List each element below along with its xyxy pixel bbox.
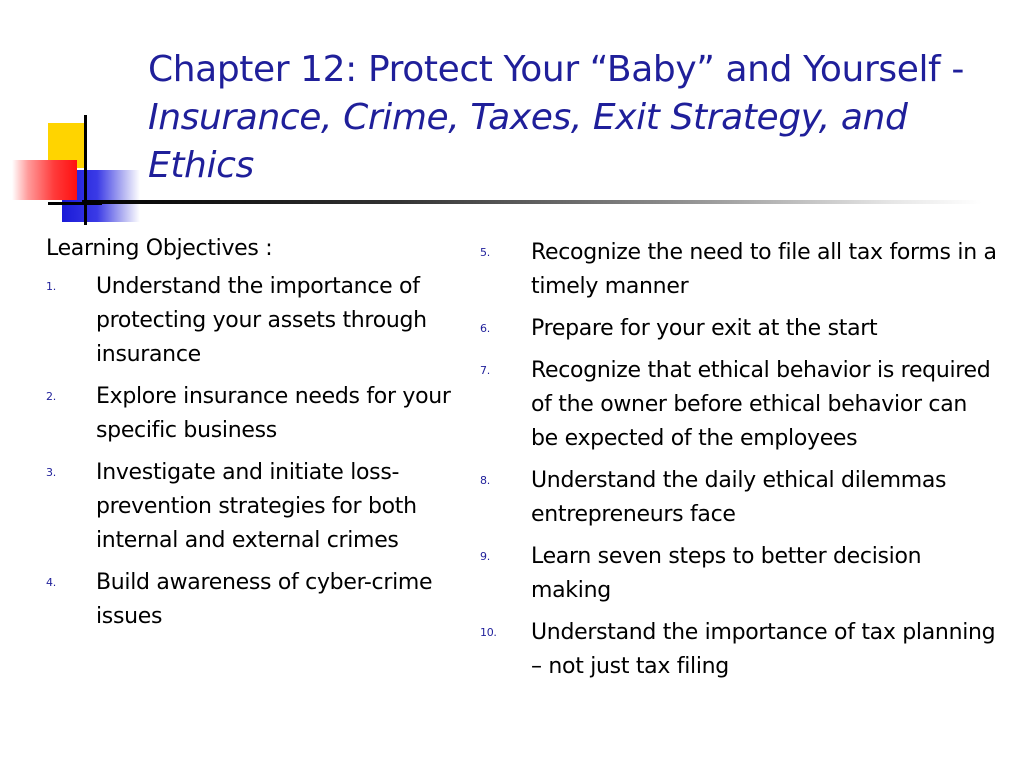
objectives-list-left	[46, 270, 466, 634]
list-item	[46, 270, 466, 372]
item-number: 4.	[46, 576, 56, 589]
item-number: 3.	[46, 466, 56, 479]
item-number: 9.	[480, 550, 490, 563]
list-item	[46, 456, 466, 558]
item-number: 7.	[480, 364, 490, 377]
slide-title-italic: Insurance, Crime, Taxes, Exit Strategy, and Ethics	[148, 97, 908, 186]
item-number: 2.	[46, 390, 56, 403]
list-item	[480, 464, 1000, 532]
item-text: Investigate and initiate loss-prevention strategies for both internal and external crimes	[96, 460, 417, 553]
list-item	[480, 616, 1000, 684]
item-text: Prepare for your exit at the start	[531, 316, 878, 341]
left-column	[46, 232, 466, 642]
item-number: 10.	[480, 626, 497, 639]
item-text: Recognize that ethical behavior is required of the owner before ethical behavior can be expected of the employees	[531, 358, 991, 451]
list-item	[480, 236, 1000, 304]
slide-title-plain: Chapter 12: Protect Your “Baby” and Yourself -	[148, 49, 964, 90]
list-item	[46, 566, 466, 634]
right-column	[480, 232, 1000, 692]
item-text: Learn seven steps to better decision making	[531, 544, 922, 603]
list-item	[480, 540, 1000, 608]
objectives-list-right	[480, 236, 1000, 684]
item-text: Explore insurance needs for your specific business	[96, 384, 451, 443]
item-text: Recognize the need to file all tax forms in a timely manner	[531, 240, 997, 299]
item-number: 1.	[46, 280, 56, 293]
slide-title	[148, 46, 1008, 190]
item-number: 5.	[480, 246, 490, 259]
item-number: 6.	[480, 322, 490, 335]
slide-logo-decoration	[0, 100, 150, 230]
item-text: Understand the daily ethical dilemmas entrepreneurs face	[531, 468, 947, 527]
item-number: 8.	[480, 474, 490, 487]
item-text: Build awareness of cyber-crime issues	[96, 570, 433, 629]
list-item	[480, 312, 1000, 346]
logo-red-square	[12, 160, 77, 200]
objectives-heading: Learning Objectives :	[46, 236, 273, 261]
item-text: Understand the importance of tax planning – not just tax filing	[531, 620, 996, 679]
title-divider	[82, 200, 982, 204]
logo-vertical-line	[84, 115, 87, 225]
list-item	[46, 380, 466, 448]
list-item	[480, 354, 1000, 456]
item-text: Understand the importance of protecting your assets through insurance	[96, 274, 427, 367]
